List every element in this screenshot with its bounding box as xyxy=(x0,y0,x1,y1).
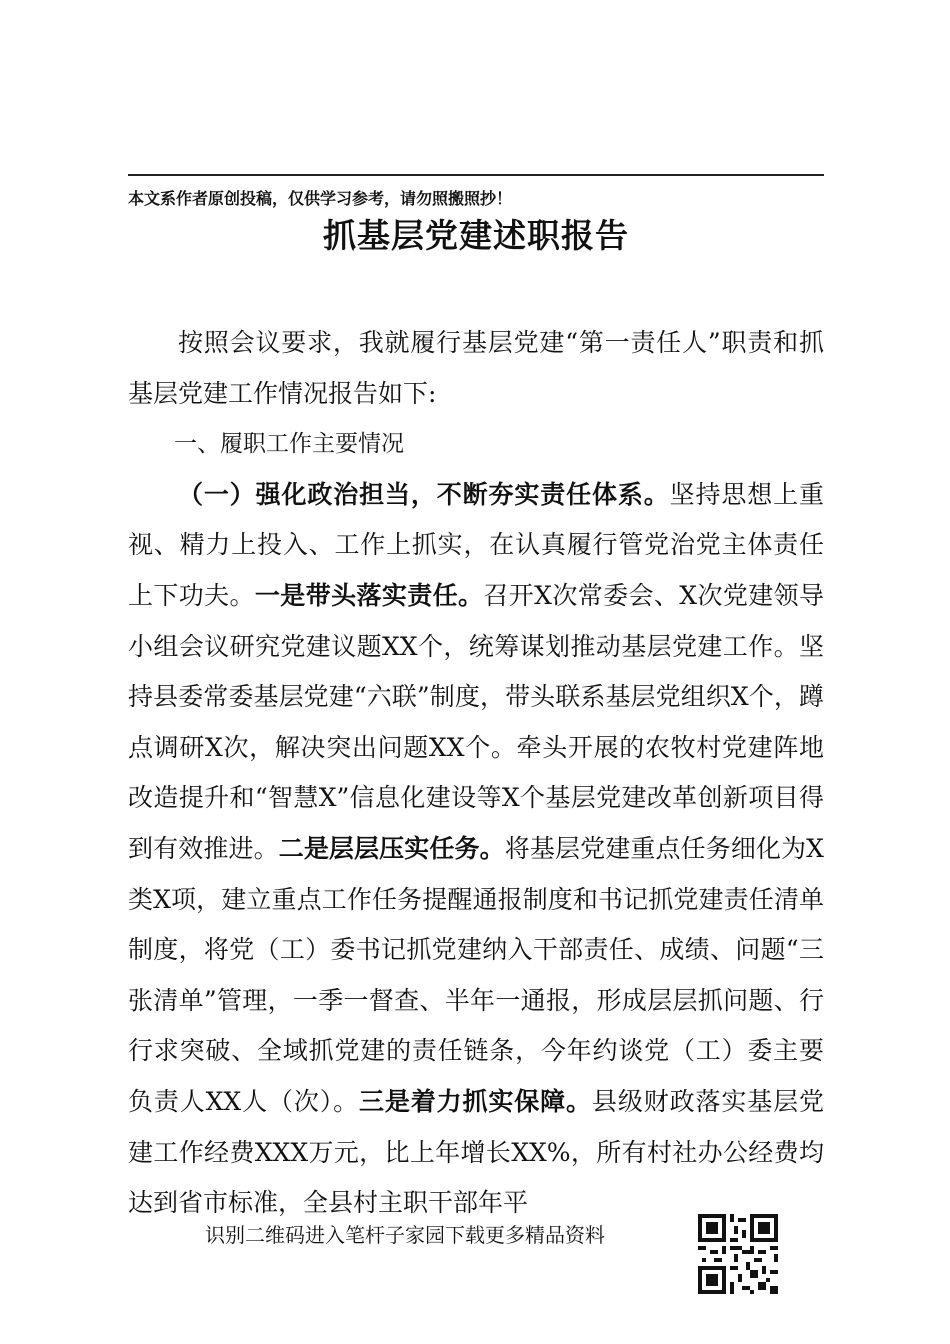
document-title: 抓基层党建述职报告 xyxy=(323,216,629,255)
header-rule xyxy=(128,174,824,176)
point-three-heading: 三是着力抓实保障。 xyxy=(359,1086,592,1116)
point-one-heading: 一是带头落实责任。 xyxy=(254,580,484,610)
section-paragraph xyxy=(128,470,824,1229)
point-two-heading: 二是层层压实任务。 xyxy=(278,833,505,863)
paragraph-text-1: 坚持思想上重视、精力上投入、工作上抓实，在认真履行管党治党主体责任上下功夫。 xyxy=(128,479,824,610)
paragraph-text-4: 县级财政落实基层党建工作经费XXX万元，比上年增长XX%，所有村社办公经费均达到省市标准，全县村主职干部年平 xyxy=(128,1086,824,1218)
paragraph-text-2: 召开X次常委会、X次党建领导小组会议研究党建议题XX个，统筹谋划推动基层党建工作。坚持县委常委基层党建“六联”制度，带头联系基层党组织X个，蹲点调研X次，解决突出问题XX个。牵头开展的农牧村党建阵地改造提升和“智慧X”信息化建设等X个基层党建改革创新项目得到有效推进。 xyxy=(128,580,824,863)
paragraph-text-3: 将基层党建重点任务细化为X类X项，建立重点工作任务提醒通报制度和书记抓党建责任清单制度，将党（工）委书记抓党建纳入干部责任、成绩、问题“三张清单”管理，一季一督查、半年一通报，形成层层抓问题、行行求突破、全域抓党建的责任链条，今年约谈党（工）委主要负责人XX人（次）。 xyxy=(128,833,824,1116)
footer-promo: 识别二维码进入笔杆子家园下载更多精品资料 xyxy=(205,1223,605,1247)
qr-code-icon[interactable] xyxy=(694,1210,782,1298)
section-heading: 一、履职工作主要情况 xyxy=(174,431,404,458)
subsection-lead: （一）强化政治担当，不断夯实责任体系。 xyxy=(178,479,670,509)
document-body xyxy=(128,318,824,1229)
copyright-notice: 本文系作者原创投稿，仅供学习参考，请勿照搬照抄！ xyxy=(128,189,513,208)
intro-paragraph: 按照会议要求，我就履行基层党建“第一责任人”职责和抓基层党建工作情况报告如下: xyxy=(128,328,824,408)
